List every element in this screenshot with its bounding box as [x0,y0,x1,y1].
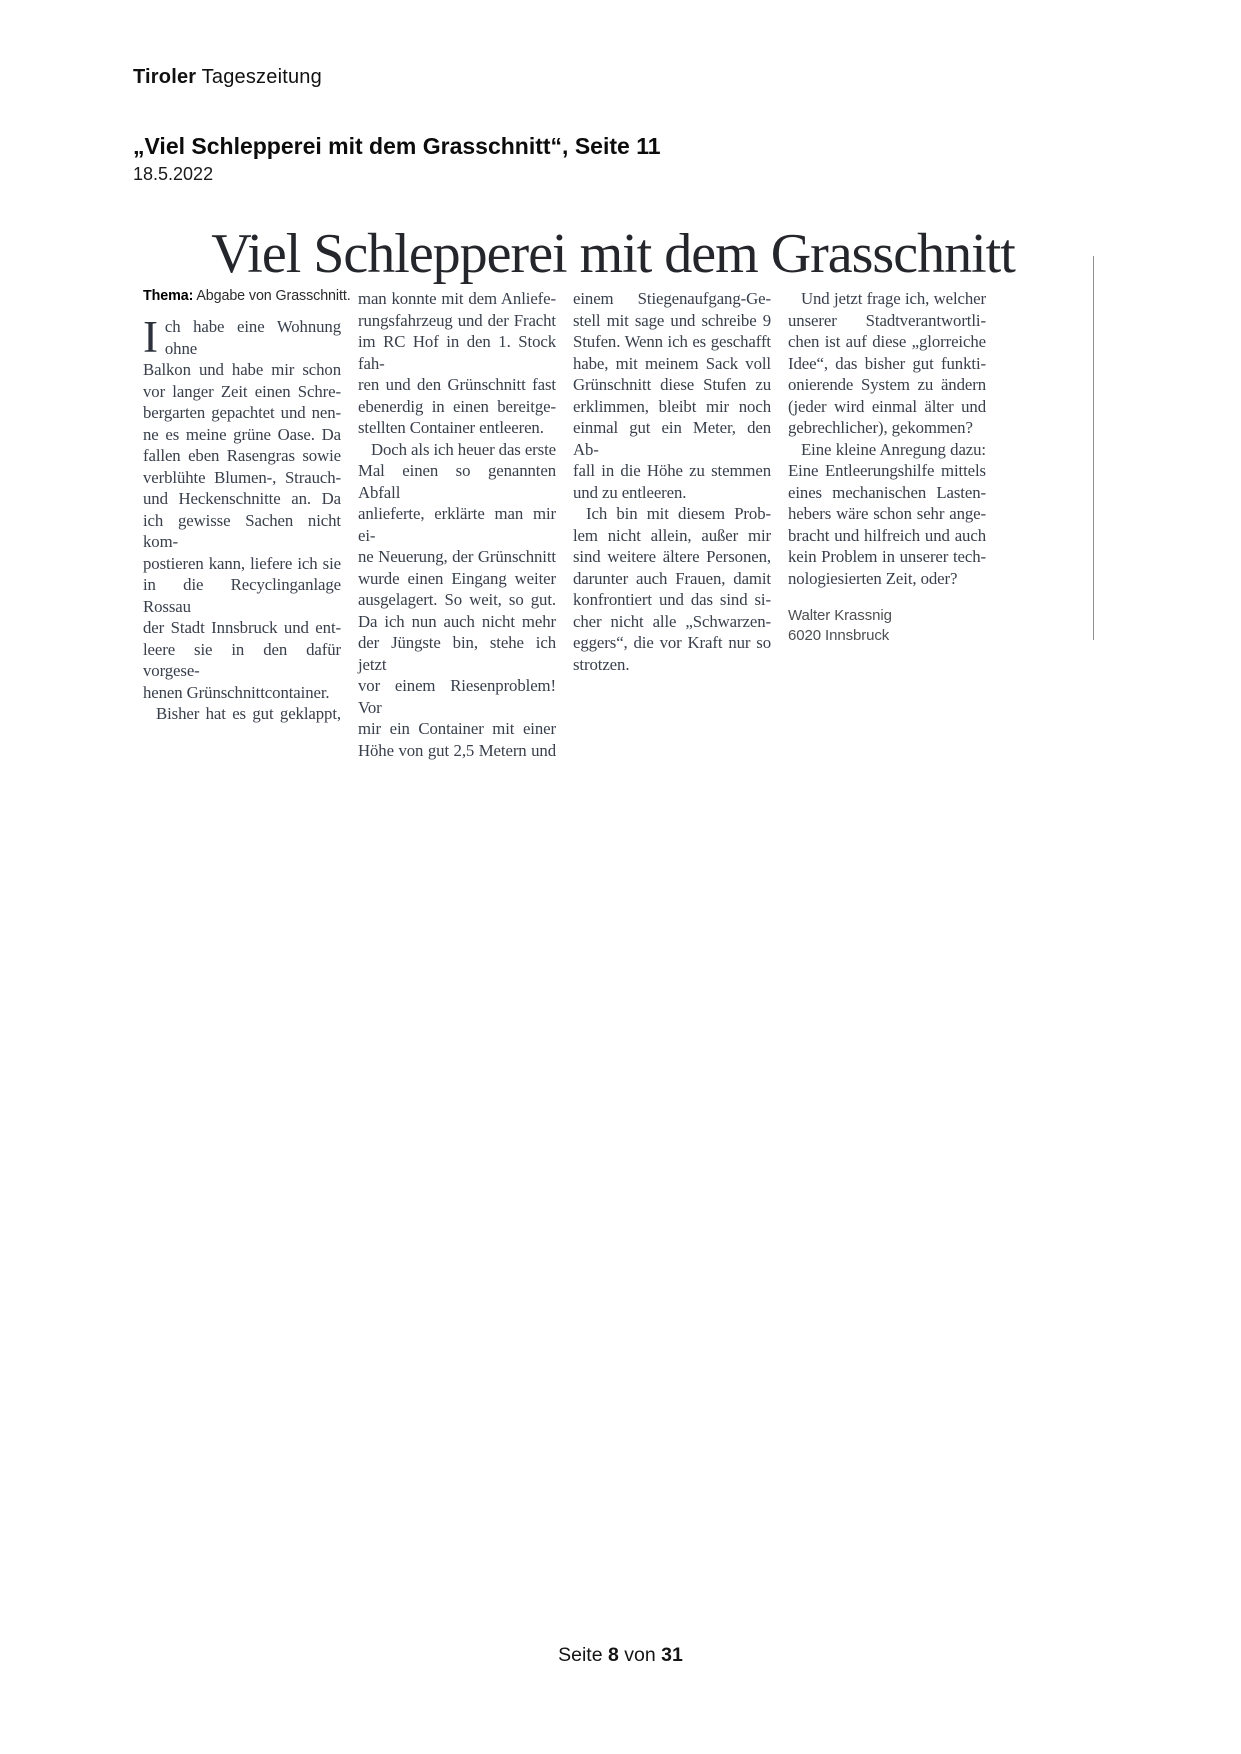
document-date: 18.5.2022 [133,164,214,184]
text-line: habe, mit meinem Sack voll [573,353,771,373]
text-line: mir ein Container mit einer [358,719,556,738]
text-line: bergarten gepachtet und nen- [143,403,341,422]
text-line: ne es meine grüne Oase. Da [143,424,341,444]
page-number-footer [0,1644,1241,1667]
article-column-3 [573,288,771,761]
article-columns [143,288,986,761]
text-line: henen Grünschnittcontainer. [143,682,330,702]
text-line: Bisher hat es gut geklappt, [156,704,341,723]
text-line: Höhe von gut 2,5 Metern und [358,740,556,760]
text-line: stellten Container entleeren. [358,418,544,437]
text-line: ausgelagert. So weit, so gut. [358,590,556,609]
text-line: man konnte mit dem Anliefe- [358,289,556,308]
text-line: leere sie in den dafür vorgese- [143,639,341,680]
text-line: der Stadt Innsbruck und ent- [143,618,341,637]
text-line: anlieferte, erklärte man mir ei- [358,504,556,545]
footer-middle: von [624,1644,656,1666]
text-line: (jeder wird einmal älter und [788,396,986,416]
text-line: Und jetzt frage ich, welcher [801,289,986,308]
footer-total-pages: 31 [661,1644,683,1666]
text-line: strotzen. [573,654,630,674]
text-line: kein Problem in unserer tech- [788,547,986,566]
text-line: onierende System zu ändern [788,375,986,394]
author-name: Walter Krassnig [788,607,892,624]
text-line: einmal gut ein Meter, den Ab- [573,418,771,459]
text-line: darunter auch Frauen, damit [573,568,771,588]
text-line: hebers wäre schon sehr ange- [788,504,986,523]
text-line: Grünschnitt diese Stufen zu [573,375,771,394]
text-line: ne Neuerung, der Grünschnitt [358,547,556,566]
author-signature [788,606,986,646]
text-line: in die Recyclinganlage Rossau [143,575,341,616]
text-line: sind weitere ältere Personen, [573,547,771,566]
column-body [788,288,986,589]
text-line: erklimmen, bleibt mir noch [573,396,771,416]
topic-text: Abgabe von Grasschnitt. [193,288,351,304]
text-line: chen ist auf diese „glorreiche [788,332,986,351]
article-column-4 [788,288,986,761]
text-line: einem Stiegenaufgang-Ge- [573,289,771,308]
text-line: Doch als ich heuer das erste [371,439,556,459]
footer-current-page: 8 [608,1644,619,1666]
text-line: konfrontiert und das sind si- [573,590,771,609]
article-topic-line [143,288,351,304]
publication-name-bold: Tiroler [133,66,197,88]
text-line: eggers“, die vor Kraft nur so [573,633,771,652]
text-line: wurde einen Eingang weiter [358,568,556,588]
topic-label: Thema: [143,288,194,304]
column-body [143,312,341,725]
text-line: fallen eben Rasengras sowie [143,446,341,465]
text-line: Idee“, das bisher gut funkti- [788,353,986,373]
text-line: und zu entleeren. [573,482,687,502]
text-line: Eine Entleerungshilfe mittels [788,461,986,480]
text-line: ebenerdig in einen bereitge- [358,396,556,416]
text-line: Mal einen so genannten Abfall [358,461,556,502]
author-location: 6020 Innsbruck [788,627,890,644]
text-line: Ich bin mit diesem Prob- [586,504,771,523]
text-line: und Heckenschnitte an. Da [143,489,341,508]
text-line: ren und den Grünschnitt fast [358,375,556,394]
text-line: ch habe eine Wohnung ohne [164,317,341,358]
publication-name-rest: Tageszeitung [196,66,322,88]
column-body [358,288,556,761]
drop-cap: I [143,312,158,362]
text-line: postieren kann, liefere ich sie [143,553,341,573]
footer-prefix: Seite [558,1644,603,1666]
text-line: der Jüngste bin, stehe ich jetzt [358,633,556,674]
text-line: eines mechanischen Lasten- [788,482,986,502]
article-column-1 [143,288,351,761]
column-divider-rule [1093,256,1094,640]
column-body [573,288,771,675]
text-line: Stufen. Wenn ich es geschafft [573,332,771,351]
text-line: Eine kleine Anregung dazu: [801,439,986,459]
text-line: vor einem Riesenproblem! Vor [358,676,556,717]
text-line: Balkon und habe mir schon [143,360,341,379]
text-line: Da ich nun auch nicht mehr [358,611,556,631]
text-line: im RC Hof in den 1. Stock fah- [358,332,556,373]
text-line: gebrechlicher), gekommen? [788,418,973,437]
text-line: rungsfahrzeug und der Fracht [358,310,556,330]
text-line: fall in die Höhe zu stemmen [573,461,771,480]
document-title: „Viel Schlepperei mit dem Grasschnitt“, Seite 11 [133,133,661,159]
text-line: ich gewisse Sachen nicht kom- [143,510,341,551]
article-headline: Viel Schlepperei mit dem Grasschnitt [211,223,1015,285]
text-line: unserer Stadtverantwortli- [788,310,986,330]
text-line: cher nicht alle „Schwarzen- [573,611,771,631]
text-line: verblühte Blumen-, Strauch- [143,467,341,487]
text-line: stell mit sage und schreibe 9 [573,310,771,330]
text-line: nologiesierten Zeit, oder? [788,568,958,588]
article-column-2 [358,288,556,761]
text-line: lem nicht allein, außer mir [573,525,771,545]
text-line: vor langer Zeit einen Schre- [143,381,341,401]
text-line: bracht und hilfreich und auch [788,525,986,545]
